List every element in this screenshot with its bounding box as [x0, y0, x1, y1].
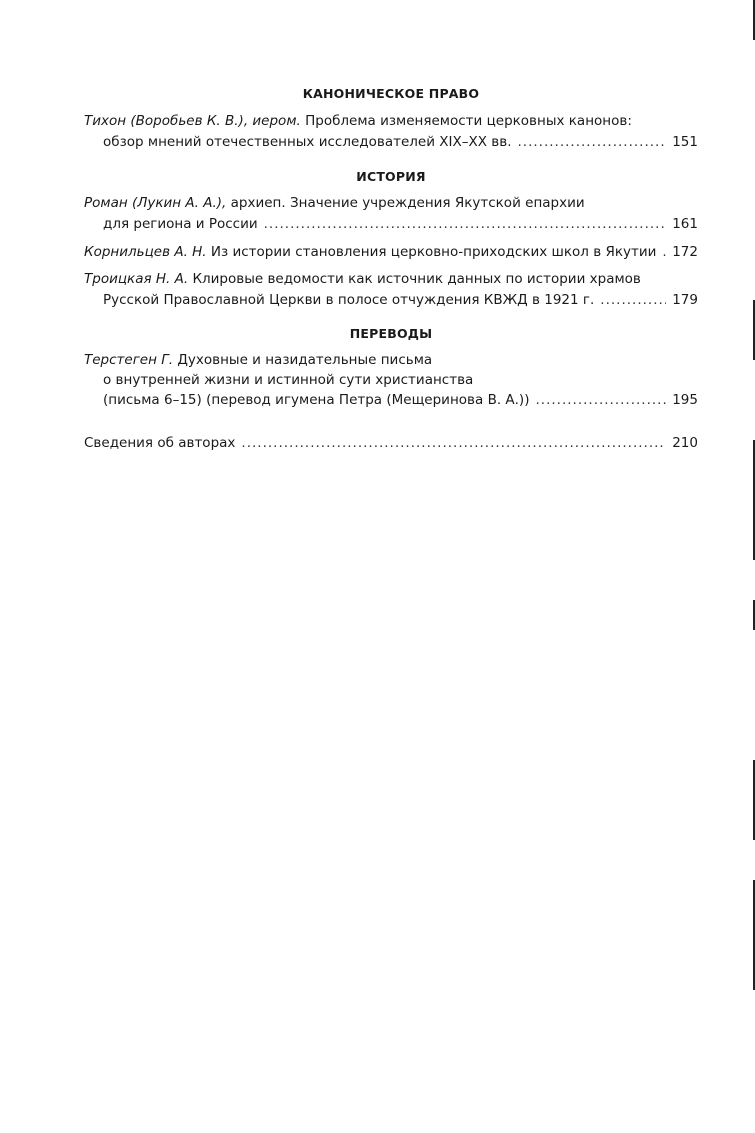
toc-entry-line [103, 215, 698, 233]
authors-info-label: Сведения об авторах [84, 435, 236, 451]
entry-author: Роман (Лукин А. А.), [84, 195, 227, 211]
toc-entry-line [103, 291, 698, 309]
section-title-canon-law: КАНОНИЧЕСКОЕ ПРАВО [302, 86, 480, 101]
toc-entry-line [84, 351, 698, 369]
dot-leader [264, 215, 667, 233]
entry-title: Проблема изменяемости церковных канонов: [305, 113, 632, 129]
section-title-translations: ПЕРЕВОДЫ [349, 326, 433, 341]
entry-title: для региона и России [103, 216, 258, 232]
dot-leader [662, 243, 666, 261]
entry-title: Из истории становления церковно-приходских школ в Якутии [210, 244, 657, 260]
toc-entry-line [84, 270, 698, 288]
page-number: 210 [672, 435, 698, 451]
entry-author: Тихон (Воробьев К. В.), иером. [84, 113, 301, 129]
dot-leader [241, 434, 666, 452]
page-number: 195 [672, 392, 698, 408]
toc-entry-line [84, 194, 698, 212]
toc-entry-line [103, 133, 698, 151]
entry-title: о внутренней жизни и истинной сути христианства [103, 372, 474, 388]
toc-entry-line [84, 243, 698, 261]
toc-entry-line [103, 371, 698, 389]
entry-title: Клировые ведомости как источник данных по истории храмов [192, 271, 641, 287]
toc-entry-line [103, 391, 698, 409]
section-title-history: ИСТОРИЯ [356, 169, 426, 184]
entry-author: Терстеген Г. [84, 352, 174, 368]
entry-author: Троицкая Н. А. [84, 271, 189, 287]
entry-author: Корнильцев А. Н. [84, 244, 207, 260]
entry-title: Духовные и назидательные письма [177, 352, 433, 368]
page-number: 161 [672, 216, 698, 232]
dot-leader [535, 391, 666, 409]
entry-title: (письма 6–15) (перевод игумена Петра (Мещеринова В. А.)) [103, 392, 530, 408]
page-number: 151 [672, 134, 698, 150]
entry-title: архиеп. Значение учреждения Якутской епархии [230, 195, 585, 211]
dot-leader [600, 291, 666, 309]
page-number: 172 [672, 244, 698, 260]
toc-entry-line [84, 112, 698, 130]
dot-leader [517, 133, 666, 151]
entry-title: обзор мнений отечественных исследователей XIX–XX вв. [103, 134, 512, 150]
page-number: 179 [672, 292, 698, 308]
entry-title: Русской Православной Церкви в полосе отчуждения КВЖД в 1921 г. [103, 292, 595, 308]
toc-entry-line [84, 434, 698, 452]
